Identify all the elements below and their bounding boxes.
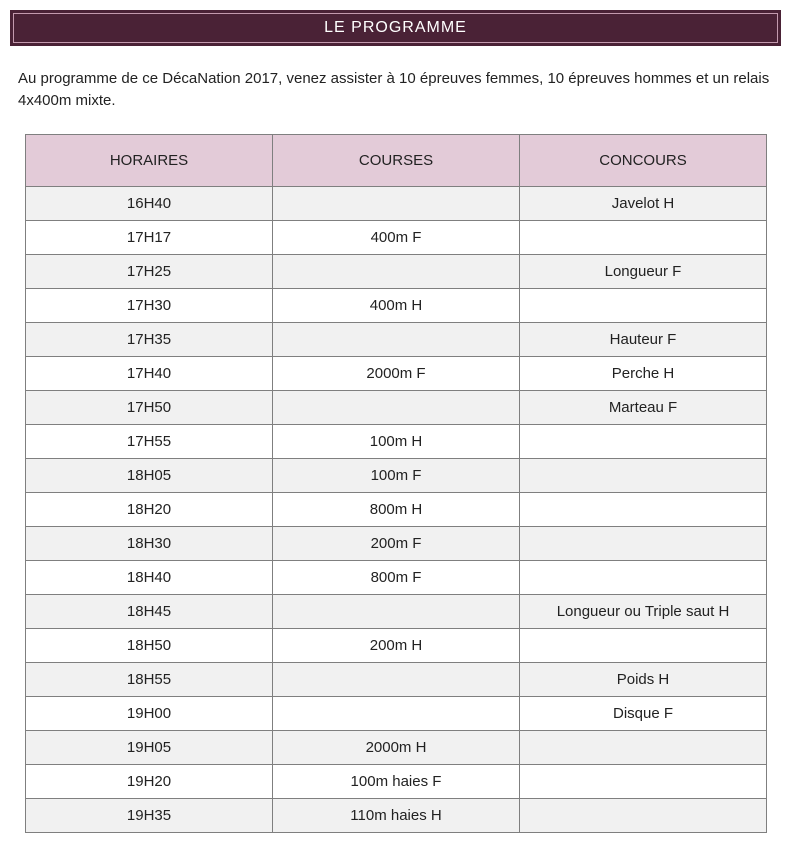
time-cell: 18H55 xyxy=(26,663,273,697)
table-row xyxy=(26,731,767,765)
time-cell: 16H40 xyxy=(26,187,273,221)
course-cell xyxy=(273,255,520,289)
course-cell: 400m F xyxy=(273,221,520,255)
table-row xyxy=(26,459,767,493)
time-cell: 17H25 xyxy=(26,255,273,289)
time-cell: 19H20 xyxy=(26,765,273,799)
course-cell xyxy=(273,663,520,697)
concours-cell: Disque F xyxy=(520,697,767,731)
time-cell: 18H40 xyxy=(26,561,273,595)
concours-cell xyxy=(520,425,767,459)
section-title: LE PROGRAMME xyxy=(13,13,778,43)
time-cell: 17H40 xyxy=(26,357,273,391)
concours-cell xyxy=(520,765,767,799)
concours-cell xyxy=(520,731,767,765)
concours-cell xyxy=(520,493,767,527)
course-cell: 800m F xyxy=(273,561,520,595)
concours-cell xyxy=(520,527,767,561)
table-row xyxy=(26,221,767,255)
concours-cell: Longueur F xyxy=(520,255,767,289)
concours-cell: Poids H xyxy=(520,663,767,697)
table-row xyxy=(26,663,767,697)
time-cell: 18H50 xyxy=(26,629,273,663)
course-cell xyxy=(273,697,520,731)
course-cell: 200m F xyxy=(273,527,520,561)
course-cell: 2000m F xyxy=(273,357,520,391)
course-cell: 100m F xyxy=(273,459,520,493)
time-cell: 17H30 xyxy=(26,289,273,323)
course-cell: 800m H xyxy=(273,493,520,527)
course-cell xyxy=(273,391,520,425)
table-row xyxy=(26,527,767,561)
course-cell: 2000m H xyxy=(273,731,520,765)
table-row xyxy=(26,187,767,221)
time-cell: 18H20 xyxy=(26,493,273,527)
table-row xyxy=(26,561,767,595)
table-header-row xyxy=(26,135,767,187)
time-cell: 19H05 xyxy=(26,731,273,765)
concours-cell xyxy=(520,459,767,493)
intro-paragraph: Au programme de ce DécaNation 2017, venez assister à 10 épreuves femmes, 10 épreuves hommes et un relais 4x400m mixte. xyxy=(18,70,770,109)
schedule-table xyxy=(25,134,767,833)
table-row xyxy=(26,493,767,527)
time-cell: 19H00 xyxy=(26,697,273,731)
table-row xyxy=(26,799,767,833)
time-cell: 18H05 xyxy=(26,459,273,493)
concours-cell: Longueur ou Triple saut H xyxy=(520,595,767,629)
table-row xyxy=(26,391,767,425)
concours-cell xyxy=(520,799,767,833)
column-header-horaires: HORAIRES xyxy=(26,135,273,187)
section-banner xyxy=(10,10,781,46)
course-cell: 110m haies H xyxy=(273,799,520,833)
time-cell: 17H17 xyxy=(26,221,273,255)
course-cell xyxy=(273,323,520,357)
concours-cell: Javelot H xyxy=(520,187,767,221)
time-cell: 17H50 xyxy=(26,391,273,425)
time-cell: 17H35 xyxy=(26,323,273,357)
course-cell: 100m H xyxy=(273,425,520,459)
column-header-concours: CONCOURS xyxy=(520,135,767,187)
table-row xyxy=(26,425,767,459)
concours-cell xyxy=(520,561,767,595)
table-row xyxy=(26,357,767,391)
course-cell: 400m H xyxy=(273,289,520,323)
table-row xyxy=(26,255,767,289)
concours-cell xyxy=(520,289,767,323)
table-row xyxy=(26,595,767,629)
course-cell: 200m H xyxy=(273,629,520,663)
time-cell: 18H45 xyxy=(26,595,273,629)
column-header-courses: COURSES xyxy=(273,135,520,187)
concours-cell xyxy=(520,629,767,663)
course-cell xyxy=(273,595,520,629)
concours-cell xyxy=(520,221,767,255)
concours-cell: Marteau F xyxy=(520,391,767,425)
time-cell: 18H30 xyxy=(26,527,273,561)
concours-cell: Perche H xyxy=(520,357,767,391)
table-row xyxy=(26,697,767,731)
course-cell xyxy=(273,187,520,221)
table-row xyxy=(26,765,767,799)
time-cell: 17H55 xyxy=(26,425,273,459)
table-row xyxy=(26,323,767,357)
concours-cell: Hauteur F xyxy=(520,323,767,357)
table-row xyxy=(26,629,767,663)
table-row xyxy=(26,289,767,323)
course-cell: 100m haies F xyxy=(273,765,520,799)
time-cell: 19H35 xyxy=(26,799,273,833)
